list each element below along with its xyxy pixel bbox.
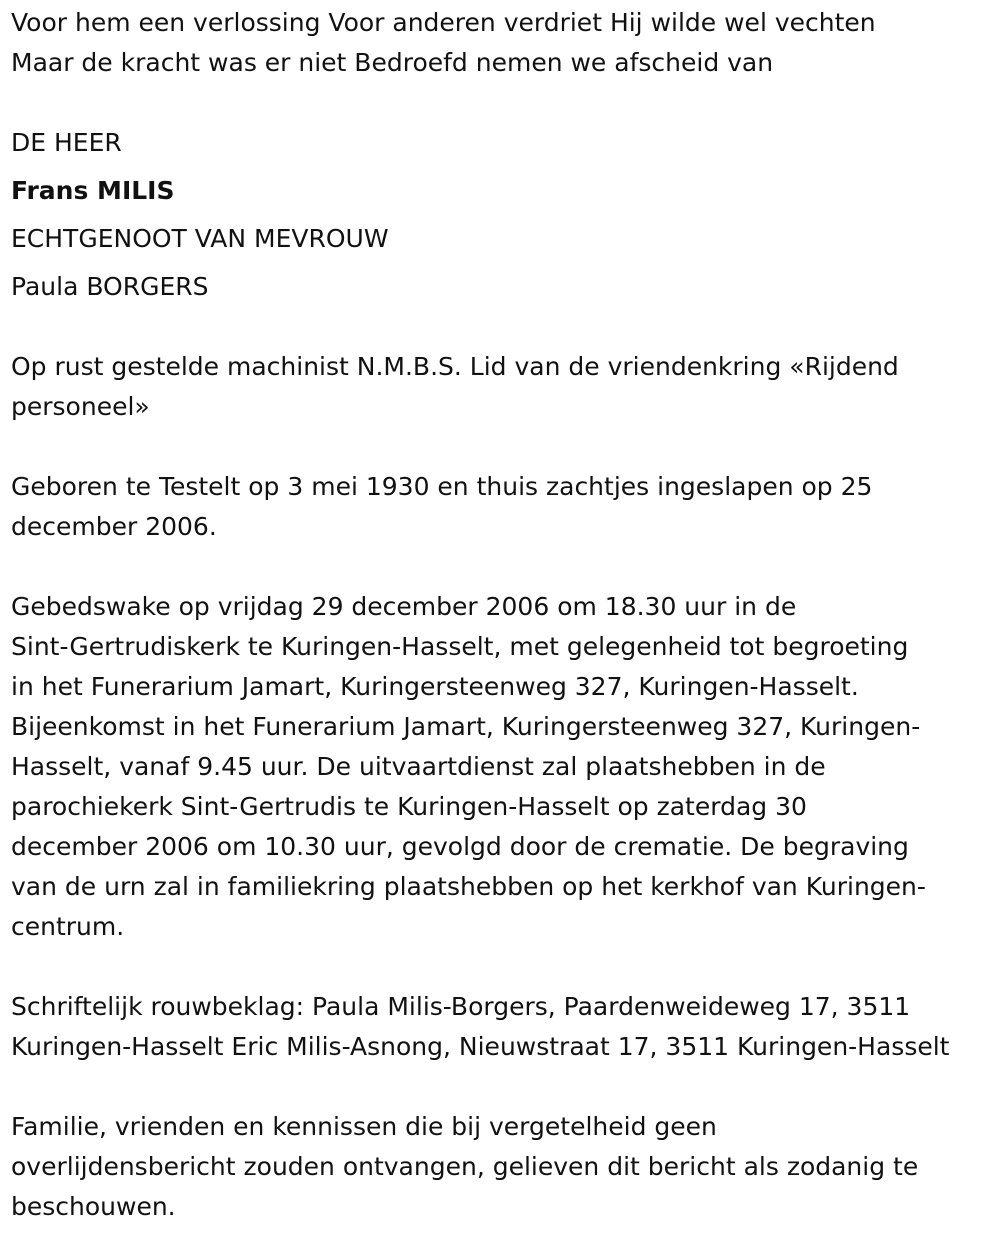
spacer	[11, 83, 1000, 123]
closing-line: beschouwen.	[11, 1192, 176, 1221]
deceased-name: Frans MILIS	[11, 176, 175, 205]
intro-line: Maar de kracht was er niet Bedroefd nemen we afscheid van	[11, 48, 774, 77]
ceremony-line: december 2006 om 10.30 uur, gevolgd door de crematie. De begraving	[11, 832, 909, 861]
spacer	[11, 427, 1000, 467]
spacer	[11, 307, 1000, 347]
spacer	[11, 1067, 1000, 1107]
ceremony-line: in het Funerarium Jamart, Kuringersteenweg 327, Kuringen-Hasselt.	[11, 672, 859, 701]
ceremony-line: van de urn zal in familiekring plaatshebben op het kerkhof van Kuringen-	[11, 872, 926, 901]
ceremony-line: Hasselt, vanaf 9.45 uur. De uitvaartdienst zal plaatshebben in de	[11, 752, 826, 781]
ceremony-line: parochiekerk Sint-Gertrudis te Kuringen-Hasselt op zaterdag 30	[11, 792, 807, 821]
intro-line: Voor hem een verlossing Voor anderen verdriet Hij wilde wel vechten	[11, 8, 876, 37]
spouse-name: Paula BORGERS	[11, 272, 209, 301]
spouse-label: ECHTGENOOT VAN MEVROUW	[11, 224, 389, 253]
closing-line: overlijdensbericht zouden ontvangen, gelieven dit bericht als zodanig te	[11, 1152, 919, 1181]
title: DE HEER	[11, 128, 122, 157]
ceremony-line: Sint-Gertrudiskerk te Kuringen-Hasselt, met gelegenheid tot begroeting	[11, 632, 909, 661]
closing-line: Familie, vrienden en kennissen die bij vergetelheid geen	[11, 1112, 717, 1141]
ceremony-line: Bijeenkomst in het Funerarium Jamart, Kuringersteenweg 327, Kuringen-	[11, 712, 921, 741]
ceremony-line: Gebedswake op vrijdag 29 december 2006 om 18.30 uur in de	[11, 592, 797, 621]
condolences-line: Kuringen-Hasselt Eric Milis-Asnong, Nieuwstraat 17, 3511 Kuringen-Hasselt	[11, 1032, 950, 1061]
spacer	[11, 947, 1000, 987]
ceremony-line: centrum.	[11, 912, 125, 941]
birth-death-line: december 2006.	[11, 512, 217, 541]
spacer	[11, 547, 1000, 587]
occupation-line: Op rust gestelde machinist N.M.B.S. Lid van de vriendenkring «Rijdend	[11, 352, 899, 381]
condolences-line: Schriftelijk rouwbeklag: Paula Milis-Borgers, Paardenweideweg 17, 3511	[11, 992, 911, 1021]
birth-death-line: Geboren te Testelt op 3 mei 1930 en thuis zachtjes ingeslapen op 25	[11, 472, 873, 501]
occupation-line: personeel»	[11, 392, 150, 421]
